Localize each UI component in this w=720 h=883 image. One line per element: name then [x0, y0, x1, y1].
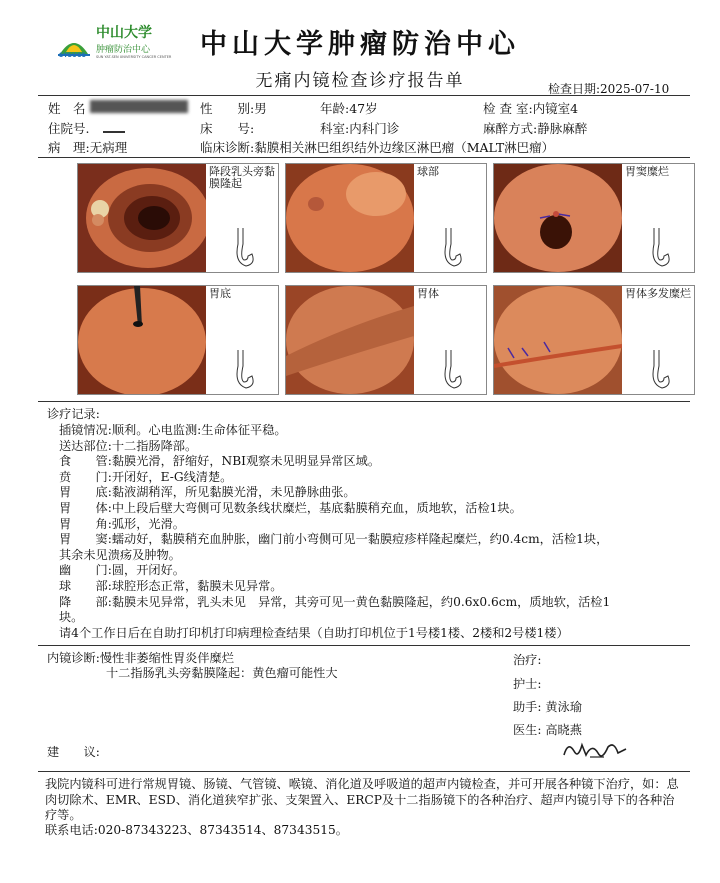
endoscopy-photo-5	[285, 285, 487, 395]
endoscopy-photo-4	[77, 285, 279, 395]
endoscopy-photo-3	[493, 163, 695, 273]
endoscopy-photo-2	[285, 163, 487, 273]
patient-gender: 性 别:男	[200, 101, 267, 116]
footer-phone: 联系电话:020-87343223、87343514、87343515。	[45, 823, 348, 837]
logo-english: SUN YAT-SEN UNIVERSITY CANCER CENTER	[96, 55, 172, 59]
record-line: 插镜情况:顺利。心电监测:生命体征平稳。	[59, 423, 287, 437]
footer-description: 我院内镜科可进行常规胃镜、肠镜、气管镜、喉镜、消化道及呼吸道的超声内镜检查，并可开展各种镜下治疗，如：息肉切除术、EMR、ESD、消化道狭窄扩张、支架置入、ERCP及十二指肠镜下的各种治疗、超声内镜引导下的各种治疗等。	[45, 777, 679, 822]
exam-date: 检查日期:2025-07-10	[548, 82, 670, 96]
record-line: 胃 窦:蠕动好，黏膜稍充血肿胀，幽门前小弯侧可见一黏膜痘疹样隆起糜烂，约0.4cm，活检1块，	[59, 532, 609, 547]
record-divider	[38, 645, 690, 646]
doctor-signature	[560, 737, 630, 763]
record-line: 其余未见溃疡及肿物。	[59, 547, 181, 562]
photo-caption-1: 降段乳头旁黏膜隆起	[209, 165, 275, 190]
record-line: 胃 角:弧形，光滑。	[59, 516, 185, 531]
record-heading: 诊疗记录:	[47, 407, 100, 421]
doctor-name: 医生: 高晓燕	[513, 723, 582, 737]
logo-name: 中山大学	[96, 25, 152, 41]
record-line: 贲 门:开闭好，E-G线清楚。	[59, 469, 233, 484]
endoscopic-diagnosis: 内镜诊断:慢性非萎缩性胃炎伴糜烂	[47, 651, 234, 665]
fundus-image	[78, 286, 206, 394]
endoscopic-diagnosis-2: 十二指肠乳头旁黏膜隆起：黄色瘤可能性大	[106, 666, 338, 680]
bed-number: 床 号:	[200, 121, 255, 136]
pathology: 病 理:无病理	[48, 140, 128, 155]
stomach-diagram-icon	[228, 348, 258, 392]
patient-name-label: 姓 名	[48, 101, 86, 116]
assistant-name: 助手: 黄泳瑜	[513, 700, 582, 714]
record-line: 块。	[59, 610, 84, 625]
redacted-inpatient	[103, 131, 125, 133]
advice-label: 建 议:	[47, 745, 100, 759]
report-title: 中山大学肿瘤防治中心	[200, 29, 520, 60]
photo-caption-5: 胃体	[417, 287, 439, 300]
photo-caption-2: 球部	[417, 165, 439, 178]
record-line: 胃 体:中上段后壁大弯侧可见数条线状糜烂，基底黏膜稍充血，质地软，活检1块。	[59, 501, 522, 515]
logo-code: SYSUCC	[59, 52, 86, 59]
info-divider	[38, 157, 690, 158]
stomach-diagram-icon	[436, 348, 466, 392]
logo-subname: 肿瘤防治中心	[96, 45, 151, 55]
header-divider	[38, 95, 690, 96]
antrum-image	[494, 164, 622, 272]
footer-divider	[38, 771, 690, 772]
stomach-diagram-icon	[436, 226, 466, 270]
record-line: 请4个工作日后在自助打印机打印病理检查结果（自助打印机位于1号楼1楼、2楼和2号楼1楼）	[59, 625, 569, 640]
report-subtitle: 无痛内镜检查诊疗报告单	[255, 71, 465, 91]
photo-caption-6: 胃体多发糜烂	[625, 287, 691, 300]
nurse-label: 护士:	[513, 677, 542, 691]
endoscopy-photo-6	[493, 285, 695, 395]
record-line: 送达部位:十二指肠降部。	[59, 438, 198, 453]
photo-caption-4: 胃底	[209, 287, 231, 300]
redacted-name	[90, 100, 188, 113]
stomach-diagram-icon	[644, 226, 674, 270]
stomach-diagram-icon	[228, 226, 258, 270]
record-line: 胃 底:黏液湖稍浑，所见黏膜光滑，未见静脉曲张。	[59, 485, 356, 500]
bulb-image	[286, 164, 414, 272]
stomach-diagram-icon	[644, 348, 674, 392]
body-erosion-image	[494, 286, 622, 394]
record-line: 降 部:黏膜未见异常，乳头未见 异常，其旁可见一黄色黏膜隆起，约0.6x0.6cm，质地软，活检1	[59, 594, 611, 609]
record-line: 球 部:球腔形态正常，黏膜未见异常。	[59, 579, 283, 593]
treatment-label: 治疗:	[513, 653, 542, 667]
inpatient-label: 住院号.	[48, 121, 90, 136]
record-line: 食 管:黏膜光滑，舒缩好，NBI观察未见明显异常区域。	[59, 454, 381, 469]
endoscopy-photo-1	[77, 163, 279, 273]
photo-caption-3: 胃窦糜烂	[625, 165, 669, 178]
record-line: 幽 门:圆，开闭好。	[59, 563, 185, 578]
images-divider	[38, 401, 690, 402]
anesthesia: 麻醉方式:静脉麻醉	[483, 121, 588, 136]
body-image	[286, 286, 414, 394]
patient-age: 年龄:47岁	[320, 101, 378, 116]
duodenum-image	[78, 164, 206, 272]
clinical-diagnosis: 临床诊断:黏膜相关淋巴组织结外边缘区淋巴瘤（MALT淋巴瘤）	[200, 140, 555, 155]
department: 科室:内科门诊	[320, 121, 400, 136]
exam-room: 检 查 室:内镜室4	[483, 101, 579, 116]
